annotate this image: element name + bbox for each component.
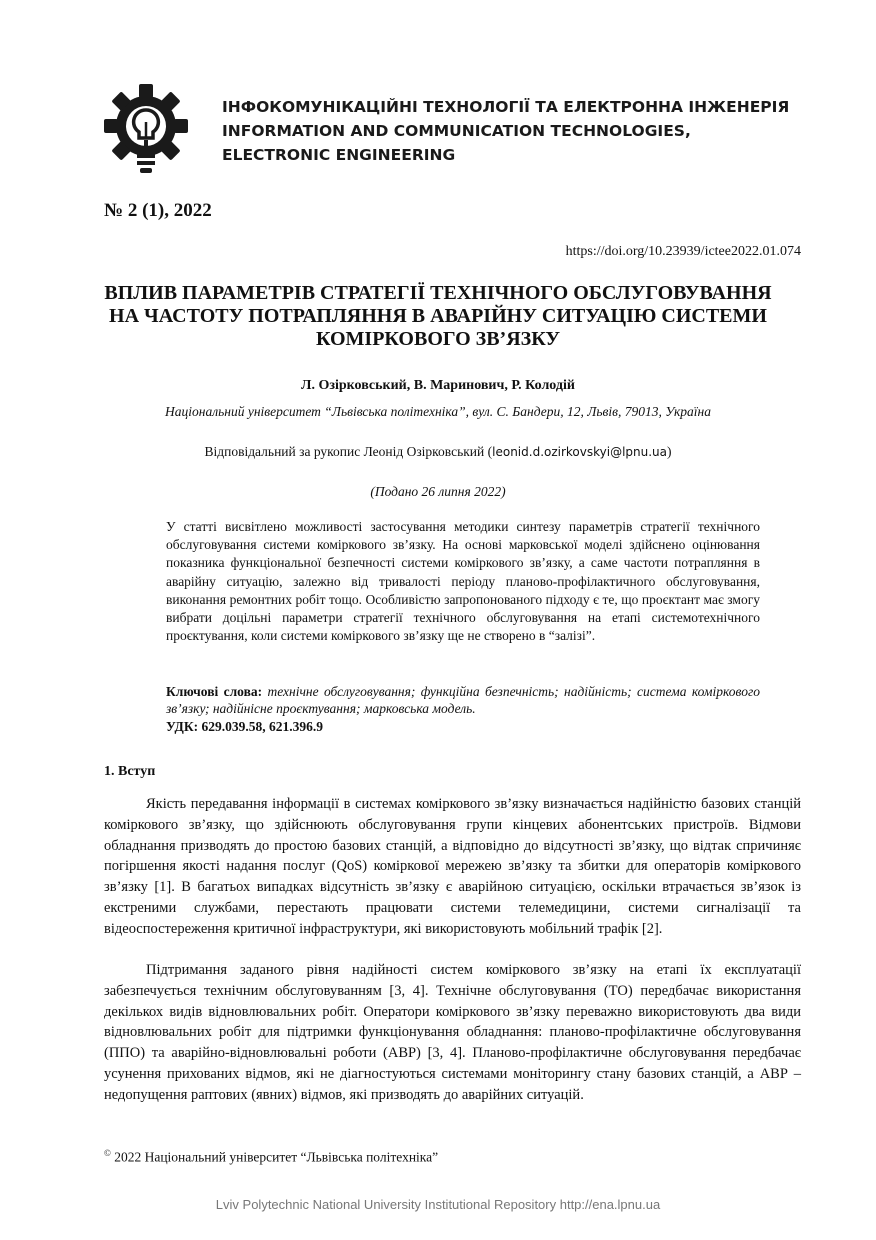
corresponding-email[interactable]: leonid.d.ozirkovskyi@lpnu.ua: [492, 445, 668, 459]
keywords-label: Ключові слова:: [166, 684, 263, 699]
corresponding-close: ): [667, 444, 672, 459]
journal-title-en-line2: ELECTRONIC ENGINEERING: [222, 146, 456, 164]
copyright-symbol: ©: [104, 1148, 111, 1158]
repository-footer: Lviv Polytechnic National University Institutional Repository http://ena.lpnu.ua: [215, 1197, 661, 1212]
affiliation: Національний університет “Львівська політехніка”, вул. С. Бандери, 12, Львів, 79013, Україна: [165, 404, 711, 419]
section-heading: 1. Вступ: [104, 764, 156, 779]
udc-code: УДК: 629.039.58, 621.396.9: [166, 719, 323, 734]
issue-number: № 2 (1), 2022: [104, 200, 212, 221]
corresponding-label: Відповідальний за рукопис Леонід Озірковський (: [204, 444, 493, 459]
corresponding-author: [0, 444, 876, 460]
submission-date: (Подано 26 липня 2022): [370, 484, 506, 499]
journal-title-ua: ІНФОКОМУНІКАЦІЙНІ ТЕХНОЛОГІЇ ТА ЕЛЕКТРОННА ІНЖЕНЕРІЯ: [222, 98, 790, 116]
keywords-value: технічне обслуговування; функційна безпечність; надійність; система коміркового зв’язку; надійнісне проєктування; марковська модель.: [166, 684, 760, 716]
keywords: [166, 683, 760, 717]
copyright-notice: [104, 1148, 438, 1166]
doi-link[interactable]: https://doi.org/10.23939/ictee2022.01.074: [565, 244, 801, 259]
authors: Л. Озірковський, В. Маринович, Р. Колодій: [301, 378, 575, 393]
journal-title-en-line1: INFORMATION AND COMMUNICATION TECHNOLOGIES,: [222, 122, 691, 140]
paragraph-1: Якість передавання інформації в системах коміркового зв’язку визначається надійністю базових станцій коміркового зв’язку, що здійснюють обслуговування групи кінцевих абонентських пристроїв. Відмови обладнання призводять до простою базових станцій, а відповідно до відсутності зв’язку, що відтак спричиняє погіршення якості надання послуг (QoS) коміркової мережею зв’язку та збитки для операторів коміркового зв’язку [1]. В багатьох випадках відсутність зв’язку є аварійною ситуацією, оскільки втрачається зв’язок із екстреними службами, перестають працювати системи телемедицини, системи сигналізації та відеоспостереження критичної інфраструктури, які використовують мобільний трафік [2].: [104, 796, 801, 937]
paragraph-2: Підтримання заданого рівня надійності систем коміркового зв’язку на етапі їх експлуатації забезпечується технічним обслуговуванням [3, 4]. Технічне обслуговування (ТО) передбачає використання декількох видів відновлювальних робіт. Оператори коміркового зв’язку переважно використовують два види відновлювальних робіт для підтримки функціонування обладнання: планово-профілактичне обслуговування (ППО) та аварійно-відновлювальні роботи (АВР) [3, 4]. Планово-профілактичне обслуговування передбачає усунення прихованих відмов, які не діагностуються системами моніторингу стану базових станцій, а АВР – недопущення раптових (явних) відмов, які призводять до аварійних ситуацій.: [104, 962, 801, 1103]
abstract: У статті висвітлено можливості застосування методики синтезу параметрів стратегії технічного обслуговування системи коміркового зв’язку. На основі марковської моделі здійснено оцінювання показника функціональної безпечності системи коміркового зв’язку, а саме частоти потрапляння в аварійну ситуацію, залежно від тривалості періоду планово-профілактичного обслуговування, виконання ремонтних робіт тощо. Особливістю запропонованого підходу є те, що проєктант має змогу вибрати доцільні параметри стратегії технічного обслуговування на етапі системотехнічного проєктування, коли системи коміркового зв’язку ще не створено в “залізі”.: [166, 519, 760, 644]
journal-logo-gear-bulb-icon: [104, 82, 188, 178]
article-title: ВПЛИВ ПАРАМЕТРІВ СТРАТЕГІЇ ТЕХНІЧНОГО ОБСЛУГОВУВАННЯ НА ЧАСТОТУ ПОТРАПЛЯННЯ В АВАРІЙНУ СИТУАЦІЮ СИСТЕМИ КОМІРКОВОГО ЗВ’ЯЗКУ: [104, 282, 772, 350]
copyright-text: 2022 Національний університет “Львівська політехніка”: [110, 1149, 439, 1165]
